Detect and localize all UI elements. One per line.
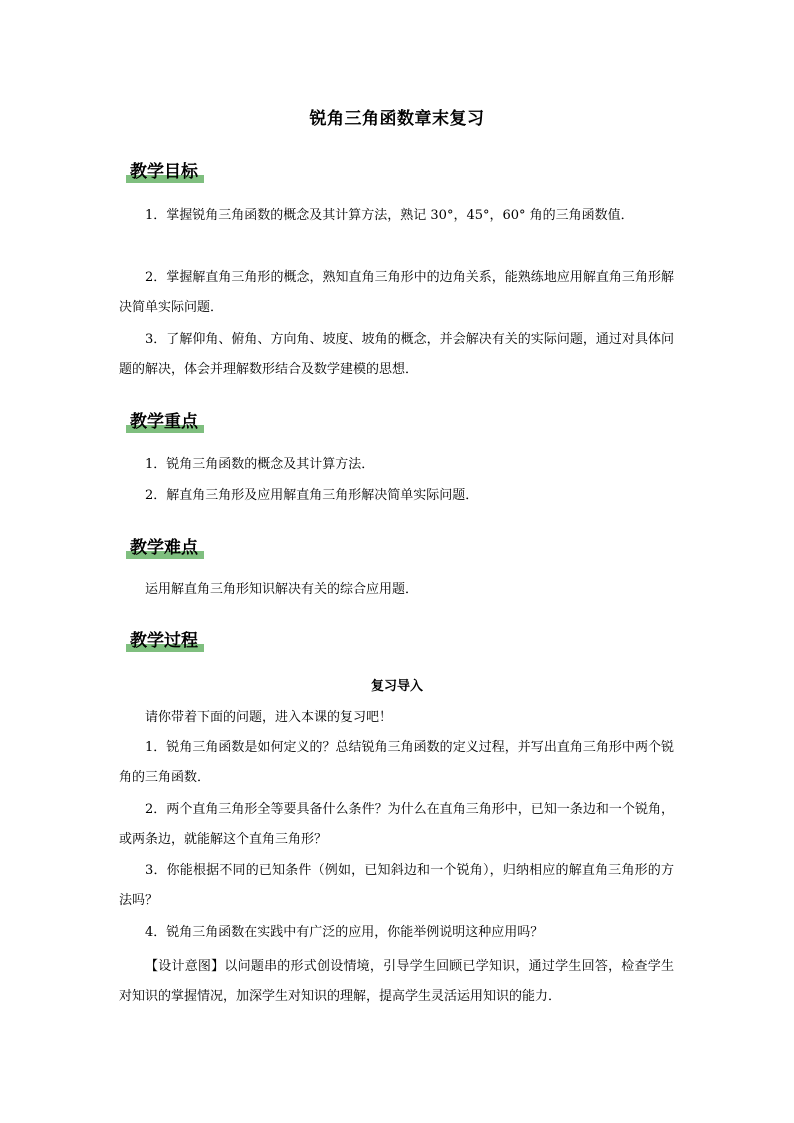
process-item-2: 2．两个直角三角形全等要具备什么条件？为什么在直角三角形中，已知一条边和一个锐角，或两条边，就能解这个直角三角形？ — [119, 802, 674, 847]
objective-item-3: 3．了解仰角、俯角、方向角、坡度、坡角的概念，并会解决有关的实际问题，通过对具体问题的解决，体会并理解数形结合及数学建模的思想． — [119, 332, 674, 377]
difficulty-item-1: 运用解直角三角形知识解决有关的综合应用题． — [145, 582, 419, 597]
section-heading-difficulties: 教学难点 — [126, 537, 204, 559]
design-intent: 【设计意图】以问题串的形式创设情境，引导学生回顾已学知识，通过学生回答，检查学生对知识的掌握情况，加深学生对知识的理解，提高学生灵活运用知识的能力． — [119, 959, 674, 1004]
objective-item-1: 1．掌握锐角三角函数的概念及其计算方法，熟记 30°，45°，60° 角的三角函数值． — [145, 208, 634, 223]
process-item-intro: 请你带着下面的问题，进入本课的复习吧！ — [145, 710, 393, 725]
process-item-3: 3．你能根据不同的已知条件（例如，已知斜边和一个锐角），归纳相应的解直角三角形的方法吗？ — [119, 863, 674, 908]
key-point-item-2: 2．解直角三角形及应用解直角三角形解决简单实际问题． — [145, 488, 479, 503]
section-heading-key-points: 教学重点 — [126, 411, 204, 433]
process-item-1: 1．锐角三角函数是如何定义的？总结锐角三角函数的定义过程，并写出直角三角形中两个锐角的三角函数． — [119, 740, 674, 785]
process-subheading: 复习导入 — [370, 679, 423, 694]
section-heading-process: 教学过程 — [126, 630, 204, 652]
key-point-item-1: 1．锐角三角函数的概念及其计算方法． — [145, 457, 375, 472]
document-title: 锐角三角函数章末复习 — [309, 109, 485, 129]
process-item-4: 4．锐角三角函数在实践中有广泛的应用，你能举例说明这种应用吗？ — [145, 925, 544, 940]
objective-item-2: 2．掌握解直角三角形的概念，熟知直角三角形中的边角关系，能熟练地应用解直角三角形解决简单实际问题． — [119, 270, 674, 315]
section-heading-objectives: 教学目标 — [126, 161, 204, 183]
